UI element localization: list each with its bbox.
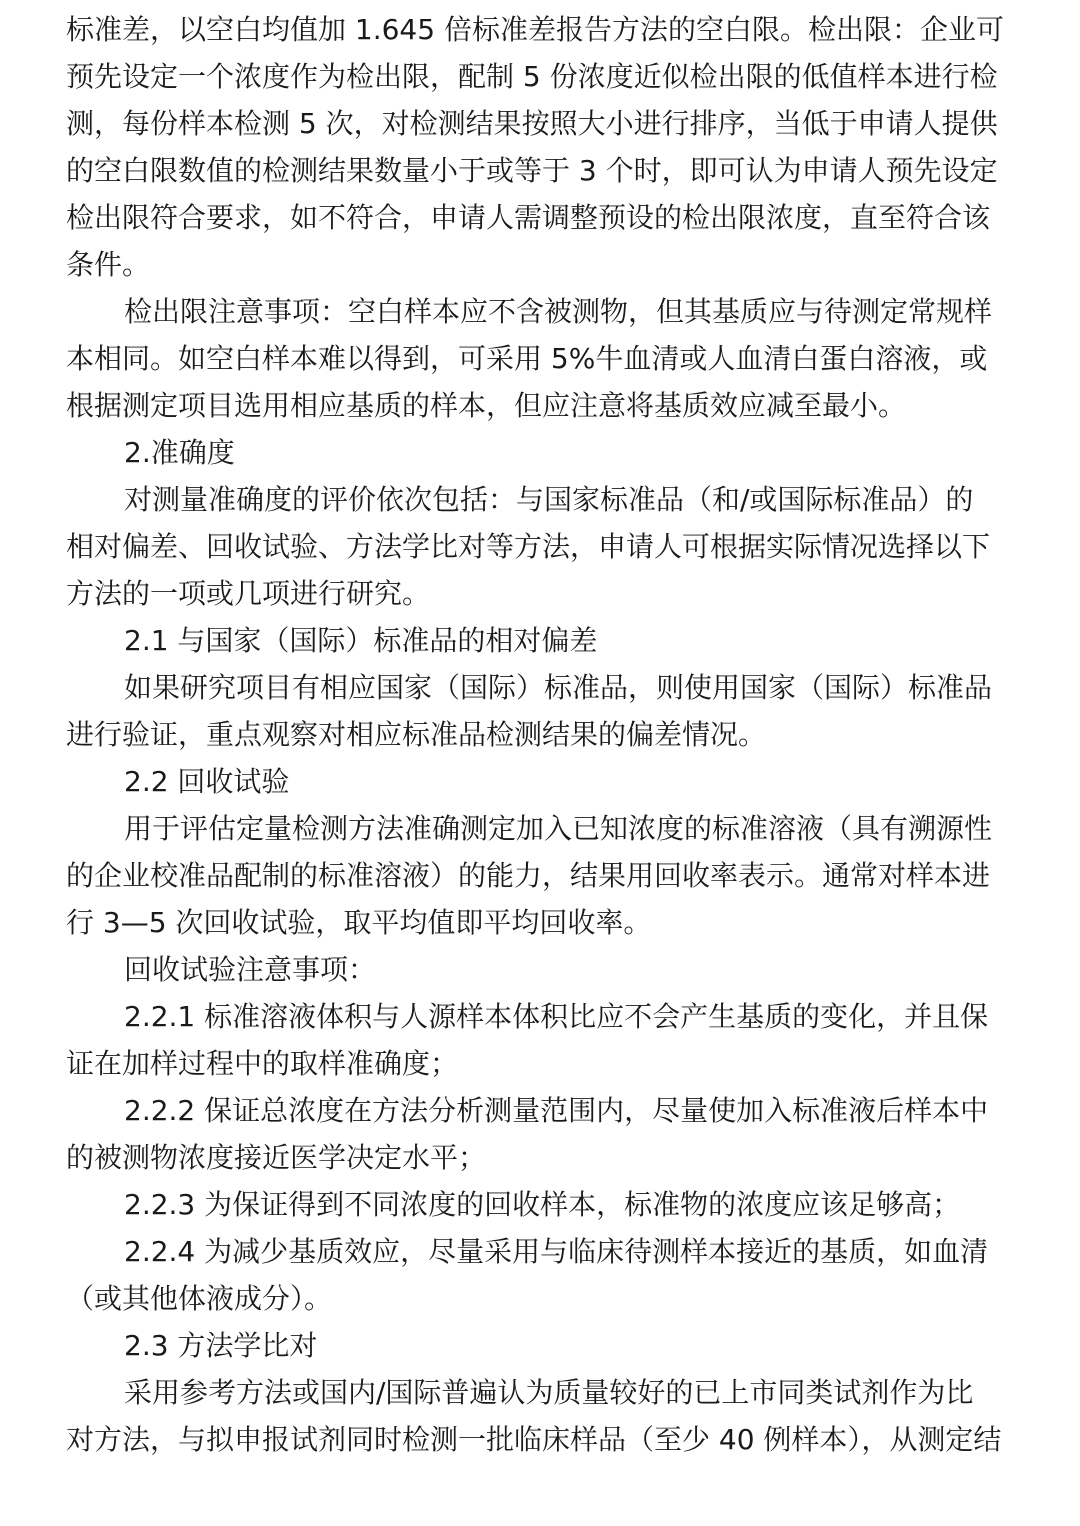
text-line: 本相同。如空白样本难以得到，可采用 5%牛血清或人血清白蛋白溶液，或 bbox=[66, 342, 988, 375]
paragraph-first-line: 用于评估定量检测方法准确测定加入已知浓度的标准溶液（具有溯源性 bbox=[124, 812, 993, 845]
paragraph-first-line: 回收试验注意事项： bbox=[124, 953, 377, 986]
paragraph-first-line: 2.3 方法学比对 bbox=[124, 1329, 318, 1362]
text-line: 的空白限数值的检测结果数量小于或等于 3 个时，即可认为申请人预先设定 bbox=[66, 154, 998, 187]
text-line: 方法的一项或几项进行研究。 bbox=[66, 577, 431, 610]
paragraph-first-line: 对测量准确度的评价依次包括：与国家标准品（和/或国际标准品）的 bbox=[124, 483, 974, 516]
paragraph-first-line: 2.2.1 标准溶液体积与人源样本体积比应不会产生基质的变化，并且保 bbox=[124, 1000, 989, 1033]
text-line: 检出限符合要求，如不符合，申请人需调整预设的检出限浓度，直至符合该 bbox=[66, 201, 991, 234]
text-line: （或其他体液成分）。 bbox=[66, 1282, 333, 1315]
text-line: 条件。 bbox=[66, 248, 151, 281]
text-line: 相对偏差、回收试验、方法学比对等方法，申请人可根据实际情况选择以下 bbox=[66, 530, 991, 563]
paragraph-first-line: 2.2 回收试验 bbox=[124, 765, 290, 798]
paragraph-first-line: 检出限注意事项：空白样本应不含被测物，但其基质应与待测定常规样 bbox=[124, 295, 993, 328]
paragraph-first-line: 2.2.2 保证总浓度在方法分析测量范围内，尽量使加入标准液后样本中 bbox=[124, 1094, 989, 1127]
text-line: 标准差，以空白均值加 1.645 倍标准差报告方法的空白限。检出限：企业可 bbox=[66, 13, 1004, 46]
paragraph-first-line: 如果研究项目有相应国家（国际）标准品，则使用国家（国际）标准品 bbox=[124, 671, 993, 704]
text-line: 预先设定一个浓度作为检出限，配制 5 份浓度近似检出限的低值样本进行检 bbox=[66, 60, 998, 93]
paragraph-first-line: 2.2.3 为保证得到不同浓度的回收样本，标准物的浓度应该足够高； bbox=[124, 1188, 961, 1221]
paragraph-first-line: 2.2.4 为减少基质效应，尽量采用与临床待测样本接近的基质，如血清 bbox=[124, 1235, 989, 1268]
text-line: 进行验证，重点观察对相应标准品检测结果的偏差情况。 bbox=[66, 718, 767, 751]
paragraph-first-line: 采用参考方法或国内/国际普遍认为质量较好的已上市同类试剂作为比 bbox=[124, 1376, 974, 1409]
paragraph-first-line: 2.准确度 bbox=[124, 436, 235, 469]
text-line: 测，每份样本检测 5 次，对检测结果按照大小进行排序，当低于申请人提供 bbox=[66, 107, 998, 140]
text-line: 行 3—5 次回收试验，取平均值即平均回收率。 bbox=[66, 906, 652, 939]
text-line: 证在加样过程中的取样准确度； bbox=[66, 1047, 459, 1080]
document-page bbox=[66, 0, 1016, 1526]
text-line: 对方法，与拟申报试剂同时检测一批临床样品（至少 40 例样本），从测定结 bbox=[66, 1423, 1002, 1456]
text-line: 的企业校准品配制的标准溶液）的能力，结果用回收率表示。通常对样本进 bbox=[66, 859, 991, 892]
paragraph-first-line: 2.1 与国家（国际）标准品的相对偏差 bbox=[124, 624, 598, 657]
text-line: 的被测物浓度接近医学决定水平； bbox=[66, 1141, 487, 1174]
text-line: 根据测定项目选用相应基质的样本，但应注意将基质效应减至最小。 bbox=[66, 389, 907, 422]
document-body bbox=[66, 0, 1016, 1463]
